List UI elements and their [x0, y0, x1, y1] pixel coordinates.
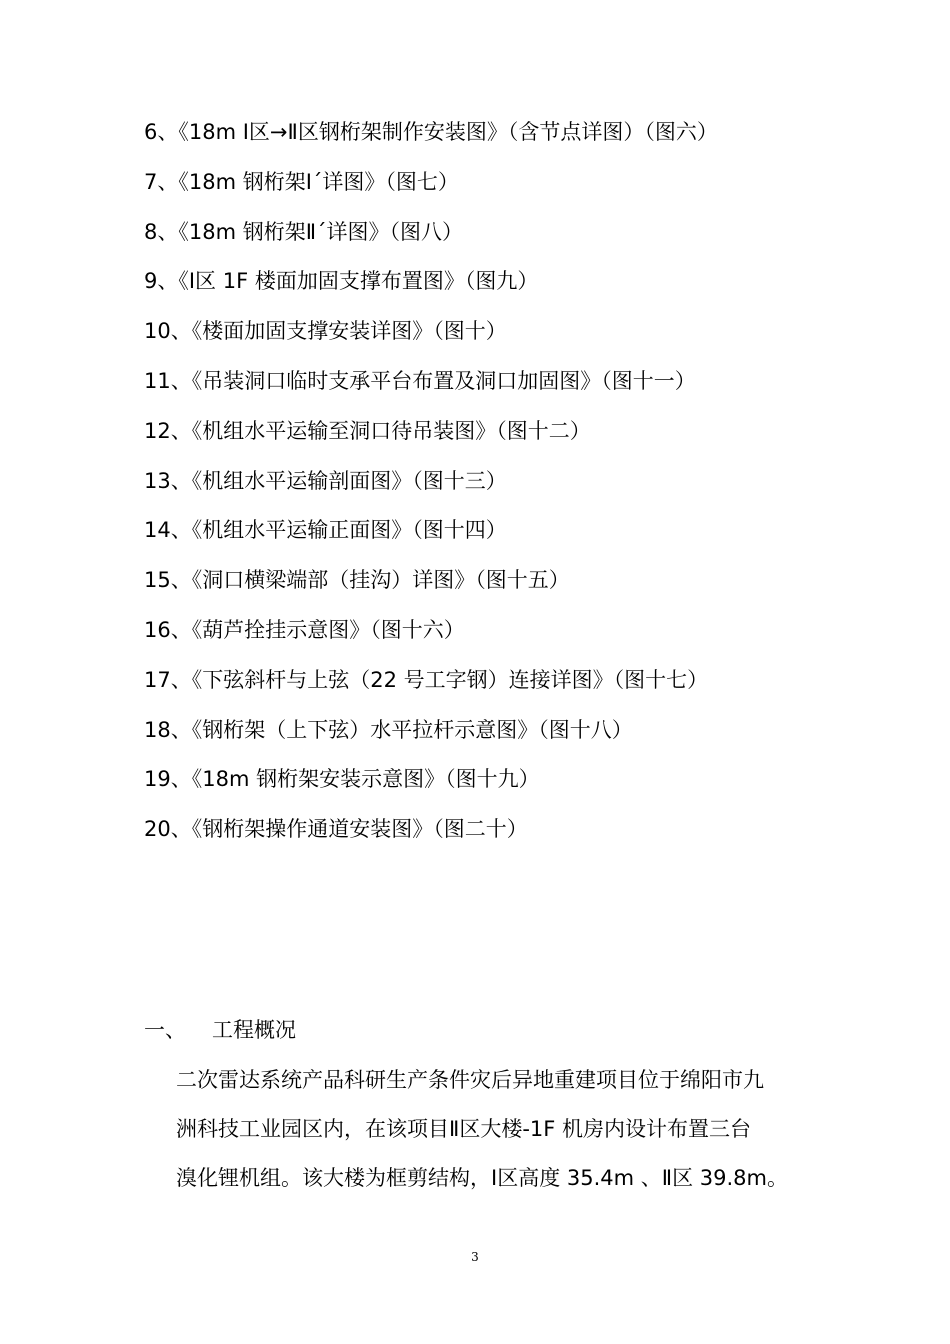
body-text-line: 溴化锂机组。该大楼为框剪结构，Ⅰ区高度 35.4m 、Ⅱ区 39.8m。: [176, 1166, 788, 1190]
section-title: 工程概况: [212, 1018, 296, 1042]
page-number: 3: [471, 1250, 479, 1264]
figure-list-item: 7、《18m 钢桁架Ⅰ´详图》（图七）: [144, 169, 459, 194]
figure-list-item: 16、《葫芦拴挂示意图》（图十六）: [144, 617, 465, 642]
figure-list-item: 13、《机组水平运输剖面图》（图十三）: [144, 468, 507, 493]
figure-list-item: 6、《18m Ⅰ区→Ⅱ区钢桁架制作安装图》（含节点详图）（图六）: [144, 120, 718, 144]
body-text-line: 二次雷达系统产品科研生产条件灾后异地重建项目位于绵阳市九: [176, 1068, 764, 1092]
figure-list: [144, 112, 718, 859]
figure-list-item: 17、《下弦斜杆与上弦（22 号工字钢）连接详图》（图十七）: [144, 667, 709, 692]
figure-list-item: 11、《吊装洞口临时支承平台布置及洞口加固图》（图十一）: [144, 368, 696, 393]
figure-list-item: 20、《钢桁架操作通道安装图》（图二十）: [144, 817, 528, 842]
section-number: 一、: [144, 1018, 186, 1042]
figure-list-item: 19、《18m 钢桁架安装示意图》（图十九）: [144, 767, 540, 792]
figure-list-item: 18、《钢桁架（上下弦）水平拉杆示意图》（图十八）: [144, 717, 633, 742]
figure-list-item: 8、《18m 钢桁架Ⅱ´详图》（图八）: [144, 219, 464, 244]
section-heading: [144, 1012, 296, 1048]
figure-list-item: 15、《洞口横梁端部（挂沟）详图》（图十五）: [144, 568, 570, 593]
figure-list-item: 14、《机组水平运输正面图》（图十四）: [144, 518, 507, 543]
figure-list-item: 10、《楼面加固支撑安装详图》（图十）: [144, 319, 507, 344]
body-text-line: 洲科技工业园区内，在该项目Ⅱ区大楼-1F 机房内设计布置三台: [176, 1117, 752, 1141]
section-body: [176, 1058, 816, 1205]
figure-list-item: 9、《Ⅰ区 1F 楼面加固支撑布置图》（图九）: [144, 269, 539, 294]
figure-list-item: 12、《机组水平运输至洞口待吊装图》（图十二）: [144, 418, 591, 443]
